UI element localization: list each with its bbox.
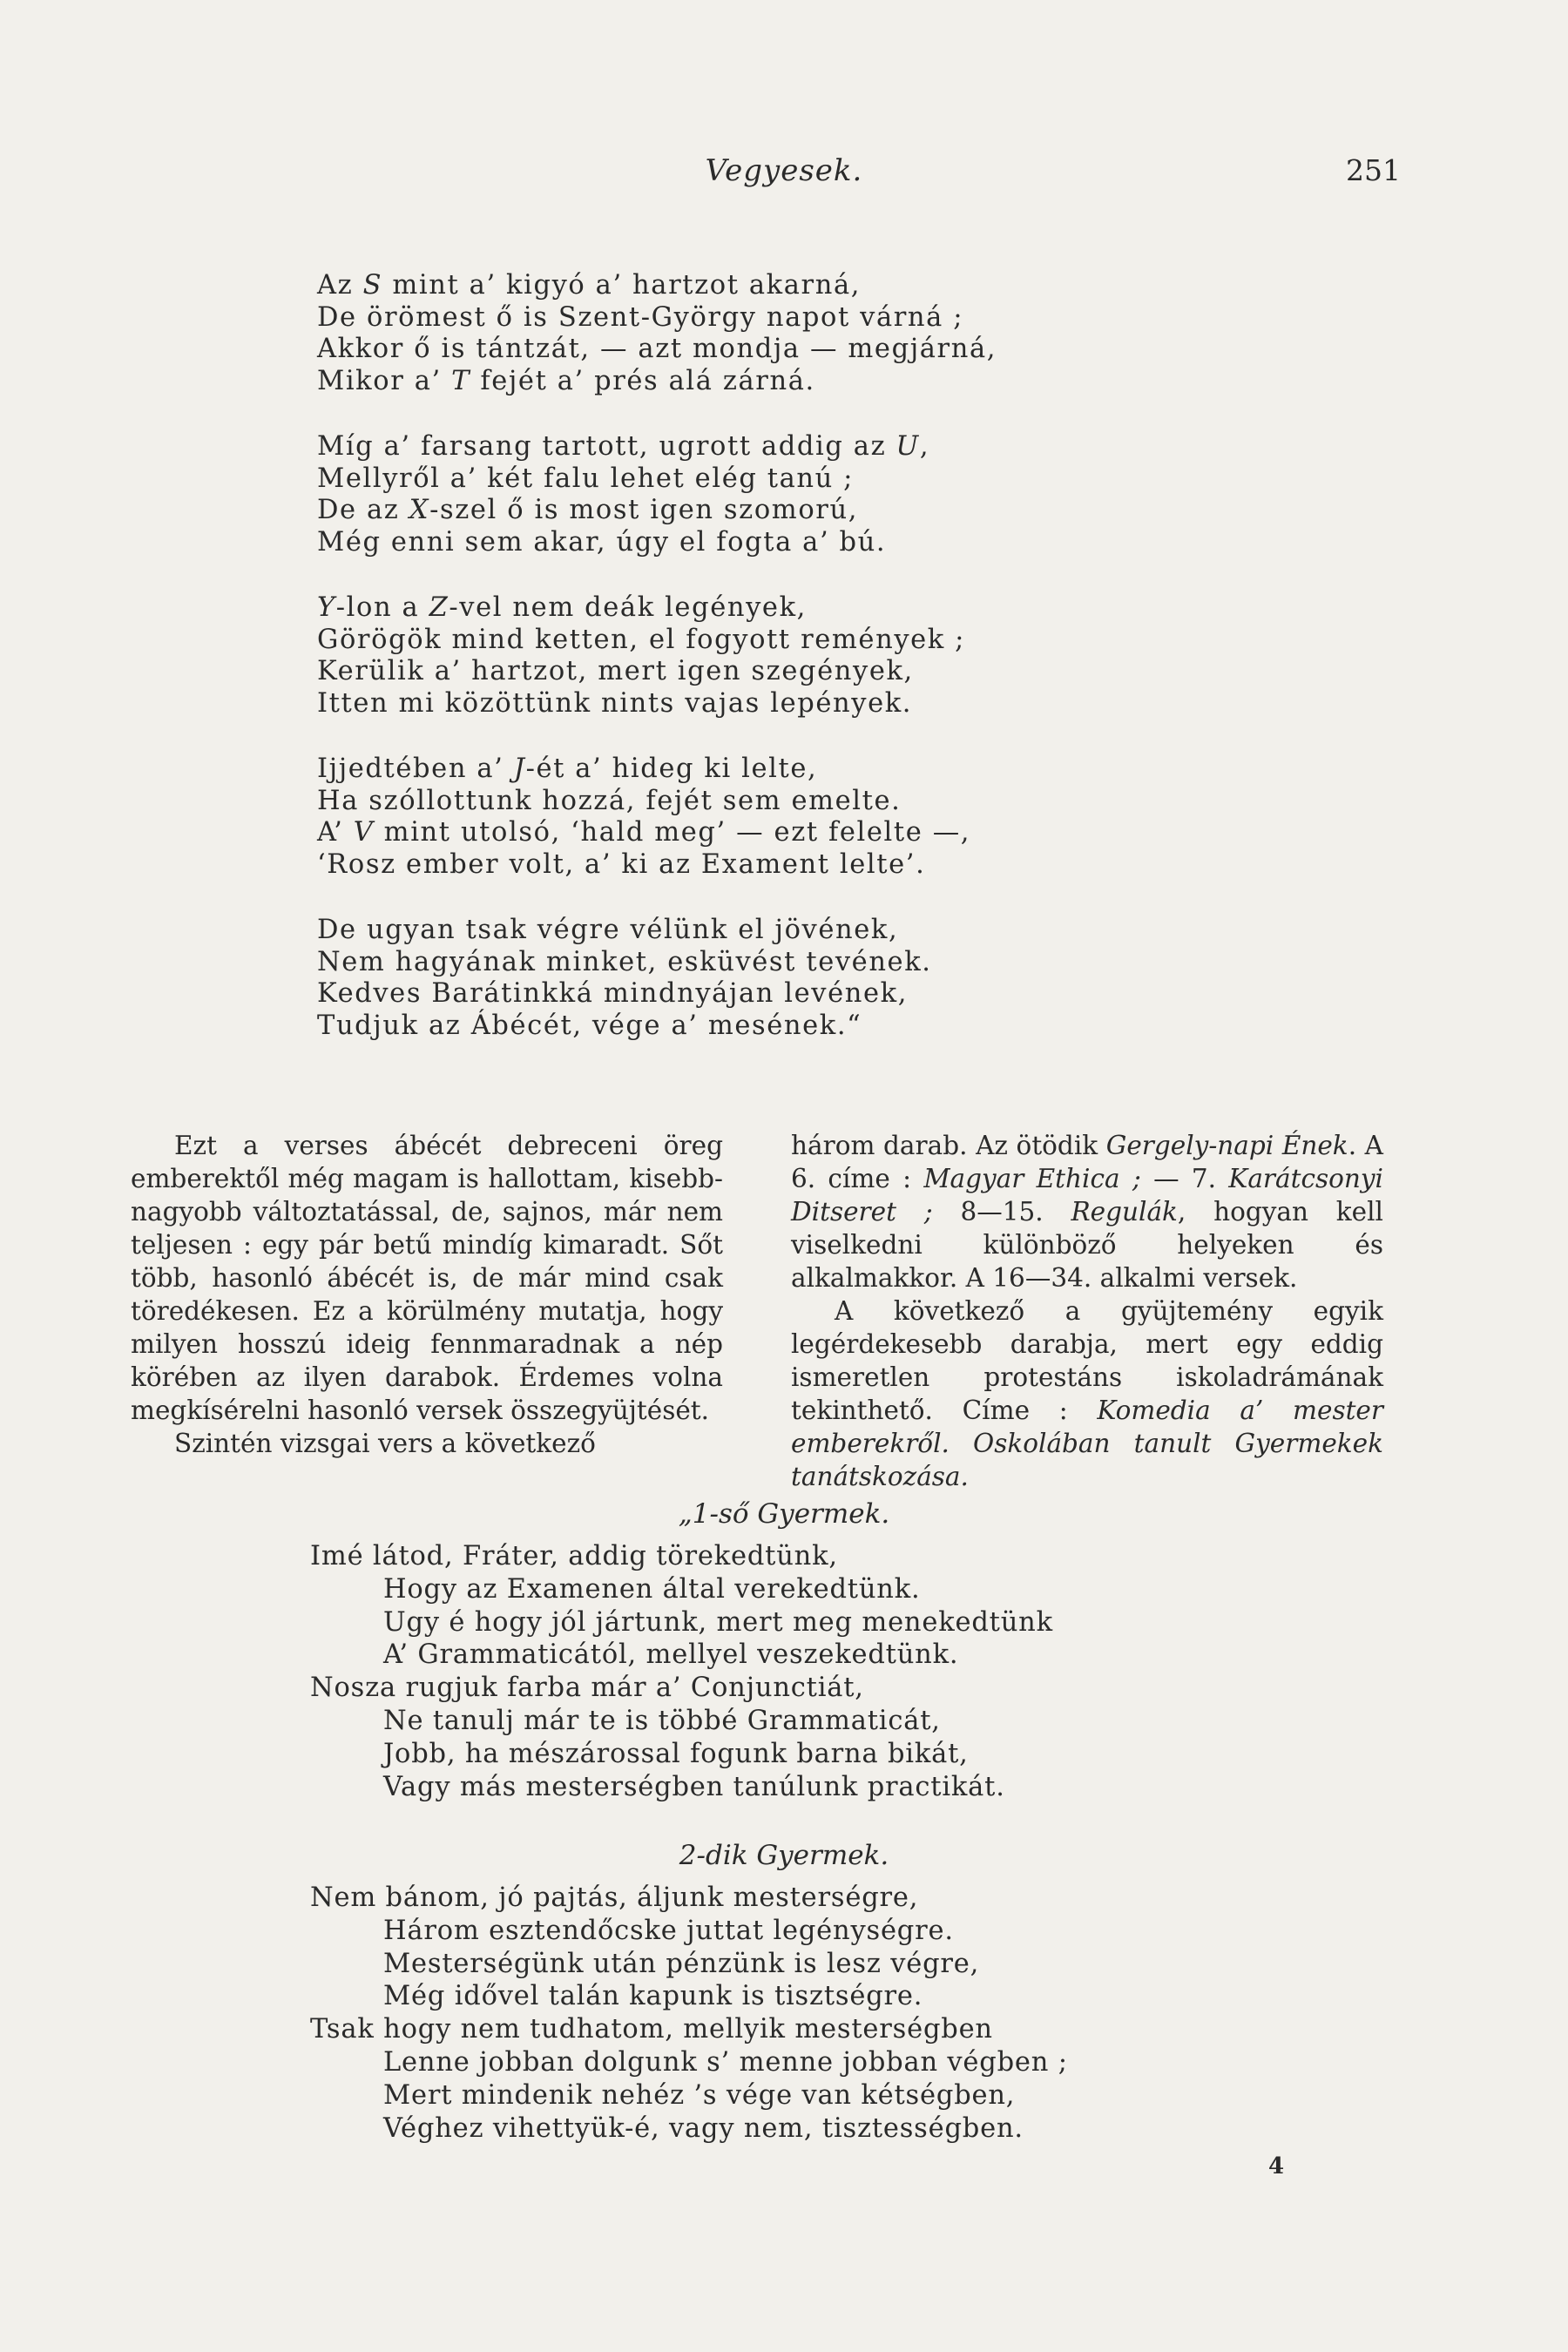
text-run: De ugyan tsak végre vélünk el jövének, bbox=[317, 915, 899, 945]
speaker-heading-2: 2-dik Gyermek. bbox=[679, 1840, 889, 1871]
verse-line: Még idővel talán kapunk is tisztségre. bbox=[383, 1981, 923, 2012]
text-run: Tudjuk az Ábécét, vége a’ mesének.“ bbox=[317, 1010, 862, 1041]
text-run: Görögök mind ketten, el fogyott remények ; bbox=[317, 624, 966, 655]
poem-line bbox=[317, 270, 997, 302]
text-run: Mikor a’ bbox=[317, 365, 452, 396]
verse-line: Ugy é hogy jól jártunk, mert meg menekedtünk bbox=[383, 1606, 1053, 1638]
italic-text-run: T bbox=[451, 365, 471, 396]
poem-line bbox=[317, 656, 997, 688]
text-run: Ijjedtében a’ bbox=[317, 754, 514, 784]
poem-line bbox=[317, 302, 997, 335]
right-column-text bbox=[791, 1129, 1383, 1493]
text-run: -szel ő is most igen szomorú, bbox=[429, 495, 859, 525]
verse-line: Mesterségünk után pénzünk is lesz végre, bbox=[383, 1948, 980, 1979]
verse-line: Jobb, ha mészárossal fogunk barna bikát, bbox=[383, 1738, 969, 1769]
left-column-text bbox=[131, 1129, 723, 1460]
poem-line bbox=[317, 947, 997, 979]
italic-text-run: X bbox=[409, 495, 430, 525]
paragraph bbox=[131, 1129, 723, 1427]
text-run: Szintén vizsgai vers a következő bbox=[174, 1429, 596, 1458]
text-run: Még enni sem akar, úgy el fogta a’ bú. bbox=[317, 526, 887, 558]
text-run: Míg a’ farsang tartott, ugrott addig az bbox=[317, 431, 896, 462]
paragraph bbox=[131, 1427, 723, 1460]
poem-line bbox=[317, 527, 997, 559]
text-run: -lon a bbox=[335, 592, 429, 623]
text-run: A’ bbox=[317, 817, 354, 848]
poem-line bbox=[317, 334, 997, 366]
text-run: Itten mi közöttünk nints vajas lepények. bbox=[317, 687, 913, 719]
speaker-heading-1: „1-ső Gyermek. bbox=[678, 1498, 890, 1530]
poem-line bbox=[317, 366, 997, 398]
verse-line: Ne tanulj már te is többé Grammaticát, bbox=[383, 1705, 941, 1736]
text-run: mint a’ kigyó a’ hartzot akarná, bbox=[382, 270, 862, 301]
text-run: Az bbox=[317, 270, 363, 301]
poem-stanza bbox=[317, 915, 997, 1042]
text-run: Ha szóllottunk hozzá, fejét sem emelte. bbox=[317, 785, 902, 816]
signature-mark: 4 bbox=[1268, 2153, 1285, 2180]
poem-line bbox=[317, 688, 997, 720]
verse-line: Vagy más mesterségben tanúlunk practikát. bbox=[383, 1771, 1005, 1802]
running-header-title: Vegyesek. bbox=[705, 153, 863, 188]
text-run: Mellyről a’ két falu lehet elég tanú ; bbox=[317, 463, 855, 494]
poem-line bbox=[317, 817, 997, 849]
poem-line bbox=[317, 1010, 997, 1043]
verse-line: Három esztendőcske juttat legénységre. bbox=[383, 1915, 954, 1946]
page-number: 251 bbox=[1346, 153, 1401, 187]
poem-stanza bbox=[317, 754, 997, 881]
italic-text-run: S bbox=[362, 270, 383, 301]
paragraph bbox=[791, 1294, 1383, 1493]
text-run: három darab. Az ötödik bbox=[791, 1131, 1106, 1160]
text-run: Kerülik a’ hartzot, mert igen szegények, bbox=[317, 656, 914, 686]
italic-text-run: V bbox=[353, 817, 375, 848]
text-run: mint utolsó, ‘hald meg’ — ezt felelte —, bbox=[374, 817, 971, 848]
poem-stanza bbox=[317, 270, 997, 397]
italic-text-run: Y bbox=[317, 592, 336, 623]
text-run: De az bbox=[317, 495, 409, 525]
poem-line bbox=[317, 786, 997, 818]
text-run: , bbox=[919, 431, 930, 462]
text-run: Nem hagyának minket, esküvést tevének. bbox=[317, 946, 932, 977]
text-run: fejét a’ prés alá zárná. bbox=[470, 365, 815, 396]
text-run: Kedves Barátinkká mindnyájan levének, bbox=[317, 978, 909, 1009]
text-run: Akkor ő is tántzát, — azt mondja — megjárná, bbox=[317, 334, 997, 364]
verse-line: Véghez vihettyük-é, vagy nem, tisztességben. bbox=[383, 2112, 1024, 2144]
poem-stanza bbox=[317, 431, 997, 558]
poem-line bbox=[317, 431, 997, 463]
text-run: Ezt a verses ábécét debreceni öreg emberektől még magam is hallottam, kisebb-nagyobb változtatással, de, sajnos, már nem teljesen : egy pár betű mindíg kimaradt. Sőt több, hasonló ábécét is, de már mind csak töredékesen. Ez a körülmény mutatja, hogy milyen hosszú ideig fennmaradnak a nép körében az ilyen darabok. Érdemes volna megkísérelni hasonló versek összegyüjtését. bbox=[131, 1131, 723, 1425]
dialogue-verse-2 bbox=[310, 1882, 1068, 2145]
text-run: -ét a’ hideg ki lelte, bbox=[525, 754, 818, 784]
poem-stanza bbox=[317, 592, 997, 720]
italic-text-run: Komedia a’ mester emberekről. Oskolában tanult Gyermekek tanátskozása. bbox=[791, 1396, 1383, 1491]
paragraph bbox=[791, 1129, 1383, 1294]
verse-line: Nosza rugjuk farba már a’ Conjunctiát, bbox=[310, 1673, 864, 1704]
abc-poem bbox=[317, 270, 997, 1042]
poem-line bbox=[317, 915, 997, 947]
verse-line: A’ Grammaticától, mellyel veszekedtünk. bbox=[383, 1639, 959, 1671]
dialogue-verse-1 bbox=[310, 1540, 1053, 1803]
poem-line bbox=[317, 463, 997, 496]
poem-line bbox=[317, 495, 997, 527]
verse-line: Nem bánom, jó pajtás, áljunk mesterségre, bbox=[310, 1882, 919, 1913]
verse-line: Tsak hogy nem tudhatom, mellyik mesterségben bbox=[310, 2014, 993, 2045]
italic-text-run: Karátcsonyi Ditseret ; bbox=[791, 1164, 1383, 1227]
verse-line: Imé látod, Fráter, addig törekedtünk, bbox=[310, 1541, 838, 1571]
text-run: 8—15. bbox=[932, 1197, 1071, 1227]
verse-line: Lenne jobban dolgunk s’ menne jobban végben ; bbox=[383, 2046, 1068, 2078]
italic-text-run: U bbox=[896, 431, 920, 462]
verse-line: Hogy az Examenen által verekedtünk. bbox=[383, 1573, 921, 1605]
italic-text-run: J bbox=[513, 754, 526, 784]
verse-line: Mert mindenik nehéz ’s vége van kétségben, bbox=[383, 2079, 1016, 2111]
text-run: -vel nem deák legények, bbox=[449, 592, 807, 623]
italic-text-run: Regulák bbox=[1071, 1197, 1178, 1227]
poem-line bbox=[317, 625, 997, 657]
text-run: A következő a gyüjtemény egyik legérdekesebb darabja, mert egy eddig ismeretlen protestáns iskoladrámának tekinthető. Címe : bbox=[791, 1296, 1383, 1425]
text-run: — 7. bbox=[1140, 1164, 1229, 1193]
italic-text-run: Z bbox=[429, 592, 449, 623]
italic-text-run: Magyar Ethica ; bbox=[923, 1164, 1141, 1193]
poem-line bbox=[317, 592, 997, 625]
poem-line bbox=[317, 978, 997, 1010]
text-run: De örömest ő is Szent-György napot várná ; bbox=[317, 301, 964, 333]
poem-line bbox=[317, 849, 997, 882]
text-run: , hogyan kell viselkedni különböző helyeken és alkalmakkor. A 16—34. alkalmi versek. bbox=[791, 1197, 1383, 1293]
poem-line bbox=[317, 754, 997, 786]
text-run: ‘Rosz ember volt, a’ ki az Exament lelte’. bbox=[317, 848, 926, 880]
italic-text-run: Gergely-napi Ének bbox=[1105, 1131, 1348, 1160]
text-run: . A 6. címe : bbox=[791, 1131, 1383, 1193]
